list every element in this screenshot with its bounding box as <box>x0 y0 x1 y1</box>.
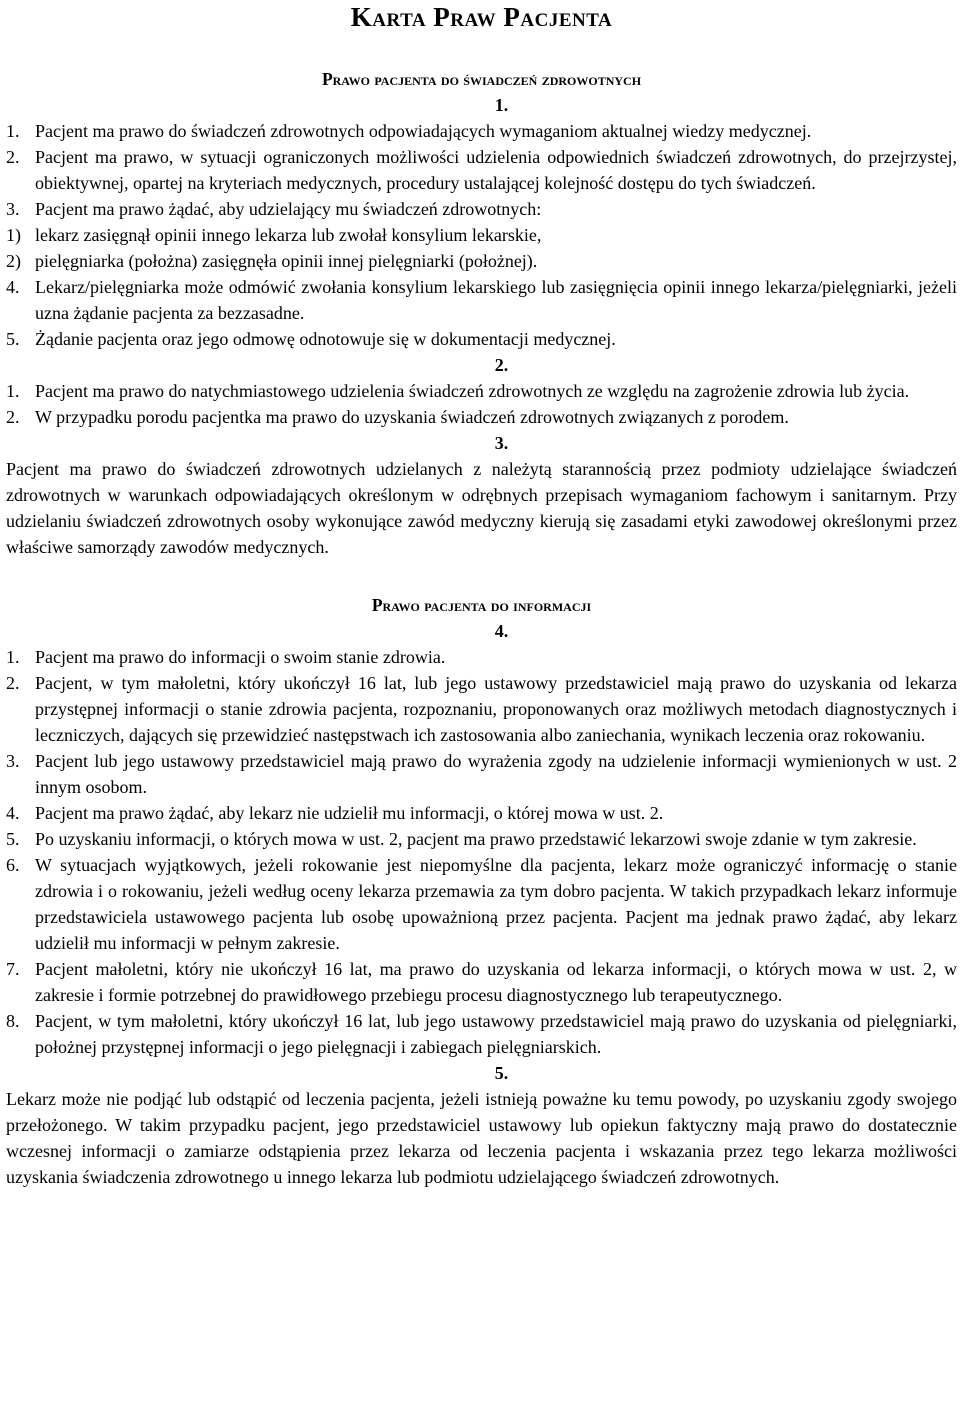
item-number: 5. <box>6 329 20 349</box>
list-item <box>6 274 957 326</box>
list-item <box>6 326 957 352</box>
item-number: 4. <box>6 803 20 823</box>
item-text: Pacjent, w tym małoletni, który ukończył 16 lat, lub jego ustawowy przedstawiciel mają prawo do uzyskania od lekarza przystępnej informacji o stanie zdrowia pacjenta, rozpoznaniu, proponowanych oraz możliwych metodach diagnostycznych i leczniczych, dających się przewidzieć następstwach ich zastosowania albo zaniechania, wynikach leczenia oraz rokowaniu. <box>35 673 957 745</box>
paragraph-number: 2. <box>494 355 509 375</box>
sub-item-text: pielęgniarka (położna) zasięgnęła opinii innej pielęgniarki (położnej). <box>35 251 538 271</box>
sub-item-text: lekarz zasięgnął opinii innego lekarza lub zwołał konsylium lekarskie, <box>35 225 542 245</box>
list-item <box>6 826 957 852</box>
spacer <box>6 34 957 66</box>
item-text: Pacjent, w tym małoletni, który ukończył 16 lat, lub jego ustawowy przedstawiciel mają prawo do uzyskania od pielęgniarki, położnej przystępnej informacji o jego pielęgnacji i zabiegach pielęgniarskich. <box>35 1011 957 1057</box>
list-item <box>6 748 957 800</box>
item-number: 8. <box>6 1011 20 1031</box>
item-text: Po uzyskaniu informacji, o których mowa w ust. 2, pacjent ma prawo przedstawić lekarzowi swoje zdanie w tym zakresie. <box>35 829 917 849</box>
document-title: Karta Praw Pacjenta <box>350 2 613 32</box>
item-number: 1. <box>6 381 20 401</box>
list-item <box>6 404 957 430</box>
spacer <box>6 560 957 592</box>
item-number: 4. <box>6 277 20 297</box>
paragraph-text: Pacjent ma prawo do świadczeń zdrowotnych udzielanych z należytą starannością przez podmioty udzielające świadczeń zdrowotnych w warunkach odpowiadających określonym w odrębnych przepisach wymaganiom fachowym i sanitarnym. Przy udzielaniu świadczeń zdrowotnych osoby wykonujące zawód medyczny kierują się zasadami etyki zawodowej określonymi przez właściwe samorządy zawodów medycznych. <box>6 459 957 557</box>
item-number: 2. <box>6 407 20 427</box>
item-text: Pacjent małoletni, który nie ukończył 16 lat, ma prawo do uzyskania od lekarza informacji, o których mowa w ust. 2, w zakresie i formie potrzebnej do prawidłowego przebiegu procesu diagnostycznego lub terapeutycznego. <box>35 959 957 1005</box>
sub-item-number: 2) <box>6 251 21 271</box>
item-text: W przypadku porodu pacjentka ma prawo do uzyskania świadczeń zdrowotnych związanych z porodem. <box>35 407 789 427</box>
item-text: Pacjent ma prawo, w sytuacji ograniczonych możliwości udzielenia odpowiednich świadczeń zdrowotnych, do przejrzystej, obiektywnej, opartej na kryteriach medycznych, procedury ustalającej kolejność dostępu do tych świadczeń. <box>35 147 957 193</box>
section-heading-health-services: Prawo pacjenta do świadczeń zdrowotnych <box>321 69 642 89</box>
paragraph-number: 4. <box>494 621 509 641</box>
sub-list-item <box>6 248 957 274</box>
item-text: Pacjent ma prawo do natychmiastowego udzielenia świadczeń zdrowotnych ze względu na zagrożenie zdrowia lub życia. <box>35 381 910 401</box>
list-item <box>6 144 957 196</box>
list-item <box>6 800 957 826</box>
item-text: Pacjent ma prawo żądać, aby lekarz nie udzielił mu informacji, o której mowa w ust. 2. <box>35 803 664 823</box>
item-text: Lekarz/pielęgniarka może odmówić zwołania konsylium lekarskiego lub zasięgnięcia opinii innego lekarza/pielęgniarki, jeżeli uzna żądanie pacjenta za bezzasadne. <box>35 277 957 323</box>
item-number: 2. <box>6 147 20 167</box>
list-item <box>6 956 957 1008</box>
item-number: 2. <box>6 673 20 693</box>
item-number: 7. <box>6 959 20 979</box>
item-text: Pacjent ma prawo żądać, aby udzielający mu świadczeń zdrowotnych: <box>35 199 542 219</box>
item-text: Żądanie pacjenta oraz jego odmowę odnotowuje się w dokumentacji medycznej. <box>35 329 616 349</box>
list-item <box>6 118 957 144</box>
list-item <box>6 852 957 956</box>
item-text: Pacjent lub jego ustawowy przedstawiciel mają prawo do wyrażenia zgody na udzielenie informacji wymienionych w ust. 2 innym osobom. <box>35 751 957 797</box>
paragraph-text: Lekarz może nie podjąć lub odstąpić od leczenia pacjenta, jeżeli istnieją poważne ku temu powody, po uzyskaniu zgody swojego przełożonego. W takim przypadku pacjent, jego przedstawiciel ustawowy lub opiekun faktyczny mają prawo do dostatecznie wczesnej informacji o zamiarze odstąpienia przez lekarza od leczenia pacjenta i wskazania przez tego lekarza możliwości uzyskania świadczenia zdrowotnego u innego lekarza lub podmiotu udzielającego świadczeń zdrowotnych. <box>6 1089 957 1187</box>
item-number: 5. <box>6 829 20 849</box>
item-number: 6. <box>6 855 20 875</box>
section-heading-information: Prawo pacjenta do informacji <box>371 595 592 615</box>
list-item <box>6 644 957 670</box>
list-item <box>6 196 957 222</box>
paragraph-number: 1. <box>494 95 509 115</box>
paragraph-number: 5. <box>494 1063 509 1083</box>
item-number: 1. <box>6 121 20 141</box>
list-item <box>6 1008 957 1060</box>
item-number: 3. <box>6 751 20 771</box>
list-item <box>6 670 957 748</box>
list-item <box>6 378 957 404</box>
item-text: Pacjent ma prawo do świadczeń zdrowotnych odpowiadających wymaganiom aktualnej wiedzy medycznej. <box>35 121 812 141</box>
sub-item-number: 1) <box>6 225 21 245</box>
paragraph-number: 3. <box>494 433 509 453</box>
item-number: 3. <box>6 199 20 219</box>
item-text: Pacjent ma prawo do informacji o swoim stanie zdrowia. <box>35 647 446 667</box>
sub-list-item <box>6 222 957 248</box>
document-page <box>6 0 957 1190</box>
item-number: 1. <box>6 647 20 667</box>
item-text: W sytuacjach wyjątkowych, jeżeli rokowanie jest niepomyślne dla pacjenta, lekarz może ograniczyć informację o stanie zdrowia i o rokowaniu, jeżeli według oceny lekarza przemawia za tym dobro pacjenta. W takich przypadkach lekarz informuje przedstawiciela ustawowego pacjenta lub osobę upoważnioną przez pacjenta. Pacjent ma jednak prawo żądać, aby lekarz udzielił mu informacji w pełnym zakresie. <box>35 855 957 953</box>
